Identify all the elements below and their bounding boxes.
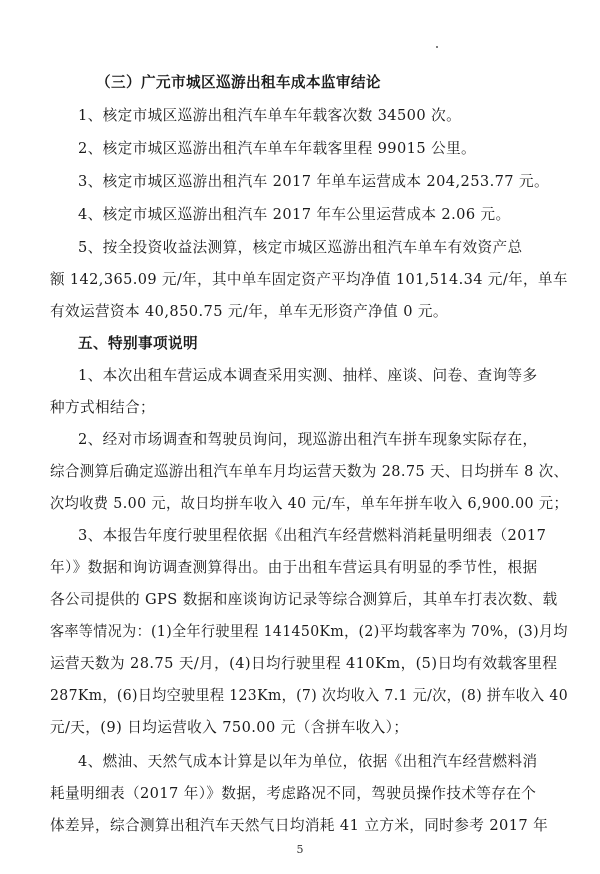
- page-number: 5: [296, 843, 304, 856]
- note-3-line-4: 客率等情况为：(1)全年行驶里程 141450Km，(2)平均载客率为 70%，(3)月均: [50, 623, 568, 640]
- note-4-line-2: 耗量明细表（2017 年）》数据，考虑路况不同，驾驶员操作技术等存在个: [50, 785, 537, 802]
- conclusion-item-1: 1、核定市城区巡游出租汽车单车年载客次数 34500 次。: [78, 107, 462, 124]
- conclusion-item-5-line-1: 5、按全投资收益法测算，核定市城区巡游出租汽车单车有效资产总: [78, 239, 523, 256]
- note-3-line-6: 287Km，(6)日均空驶里程 123Km，(7) 次均收入 7.1 元/次，(8) 拼车收入 40: [50, 687, 569, 704]
- note-4-line-1: 4、燃油、天然气成本计算是以年为单位，依据《出租汽车经营燃料消: [78, 753, 538, 770]
- conclusion-item-5-line-3: 有效运营资本 40,850.75 元/年，单车无形资产净值 0 元。: [50, 303, 448, 320]
- note-2-line-2: 综合测算后确定巡游出租汽车单车月均运营天数为 28.75 天、日均拼车 8 次、: [50, 463, 569, 480]
- note-3-line-1: 3、本报告年度行驶里程依据《出租汽车经营燃料消耗量明细表（2017: [78, 527, 547, 544]
- note-3-line-5: 运营天数为 28.75 天/月，(4)日均行驶里程 410Km，(5)日均有效载客里程: [50, 655, 558, 672]
- note-3-line-3: 各公司提供的 GPS 数据和座谈询访记录等综合测算后，其单车打表次数、载: [50, 591, 558, 608]
- note-3-line-7: 元/天，(9) 日均运营收入 750.00 元（含拼车收入）；: [50, 719, 409, 736]
- note-3-line-2: 年）》数据和询访调查测算得出。由于出租车营运具有明显的季节性，根据: [50, 559, 538, 576]
- note-2-line-3: 次均收费 5.00 元，故日均拼车收入 40 元/车，单车年拼车收入 6,900.00 元；: [50, 495, 569, 512]
- conclusion-item-5-line-2: 额 142,365.09 元/年，其中单车固定资产平均净值 101,514.34 元/年，单车: [50, 271, 568, 288]
- conclusion-item-4: 4、核定市城区巡游出租汽车 2017 年车公里运营成本 2.06 元。: [78, 206, 511, 223]
- conclusion-item-3: 3、核定市城区巡游出租汽车 2017 年单车运营成本 204,253.77 元。: [78, 173, 550, 190]
- scan-speck: [436, 46, 438, 48]
- note-1-line-1: 1、本次出租车营运成本调查采用实测、抽样、座谈、问卷、查询等多: [78, 367, 538, 384]
- section3-title: （三）广元市城区巡游出租车成本监审结论: [96, 74, 381, 91]
- conclusion-item-2: 2、核定市城区巡游出租汽车单车年载客里程 99015 公里。: [78, 140, 477, 157]
- section5-title: 五、特别事项说明: [78, 335, 198, 352]
- note-4-line-3: 体差异，综合测算出租汽车天然气日均消耗 41 立方米，同时参考 2017 年: [50, 817, 549, 834]
- note-1-line-2: 种方式相结合；: [50, 399, 155, 416]
- note-2-line-1: 2、经对市场调查和驾驶员询问，现巡游出租汽车拼车现象实际存在，: [78, 431, 538, 448]
